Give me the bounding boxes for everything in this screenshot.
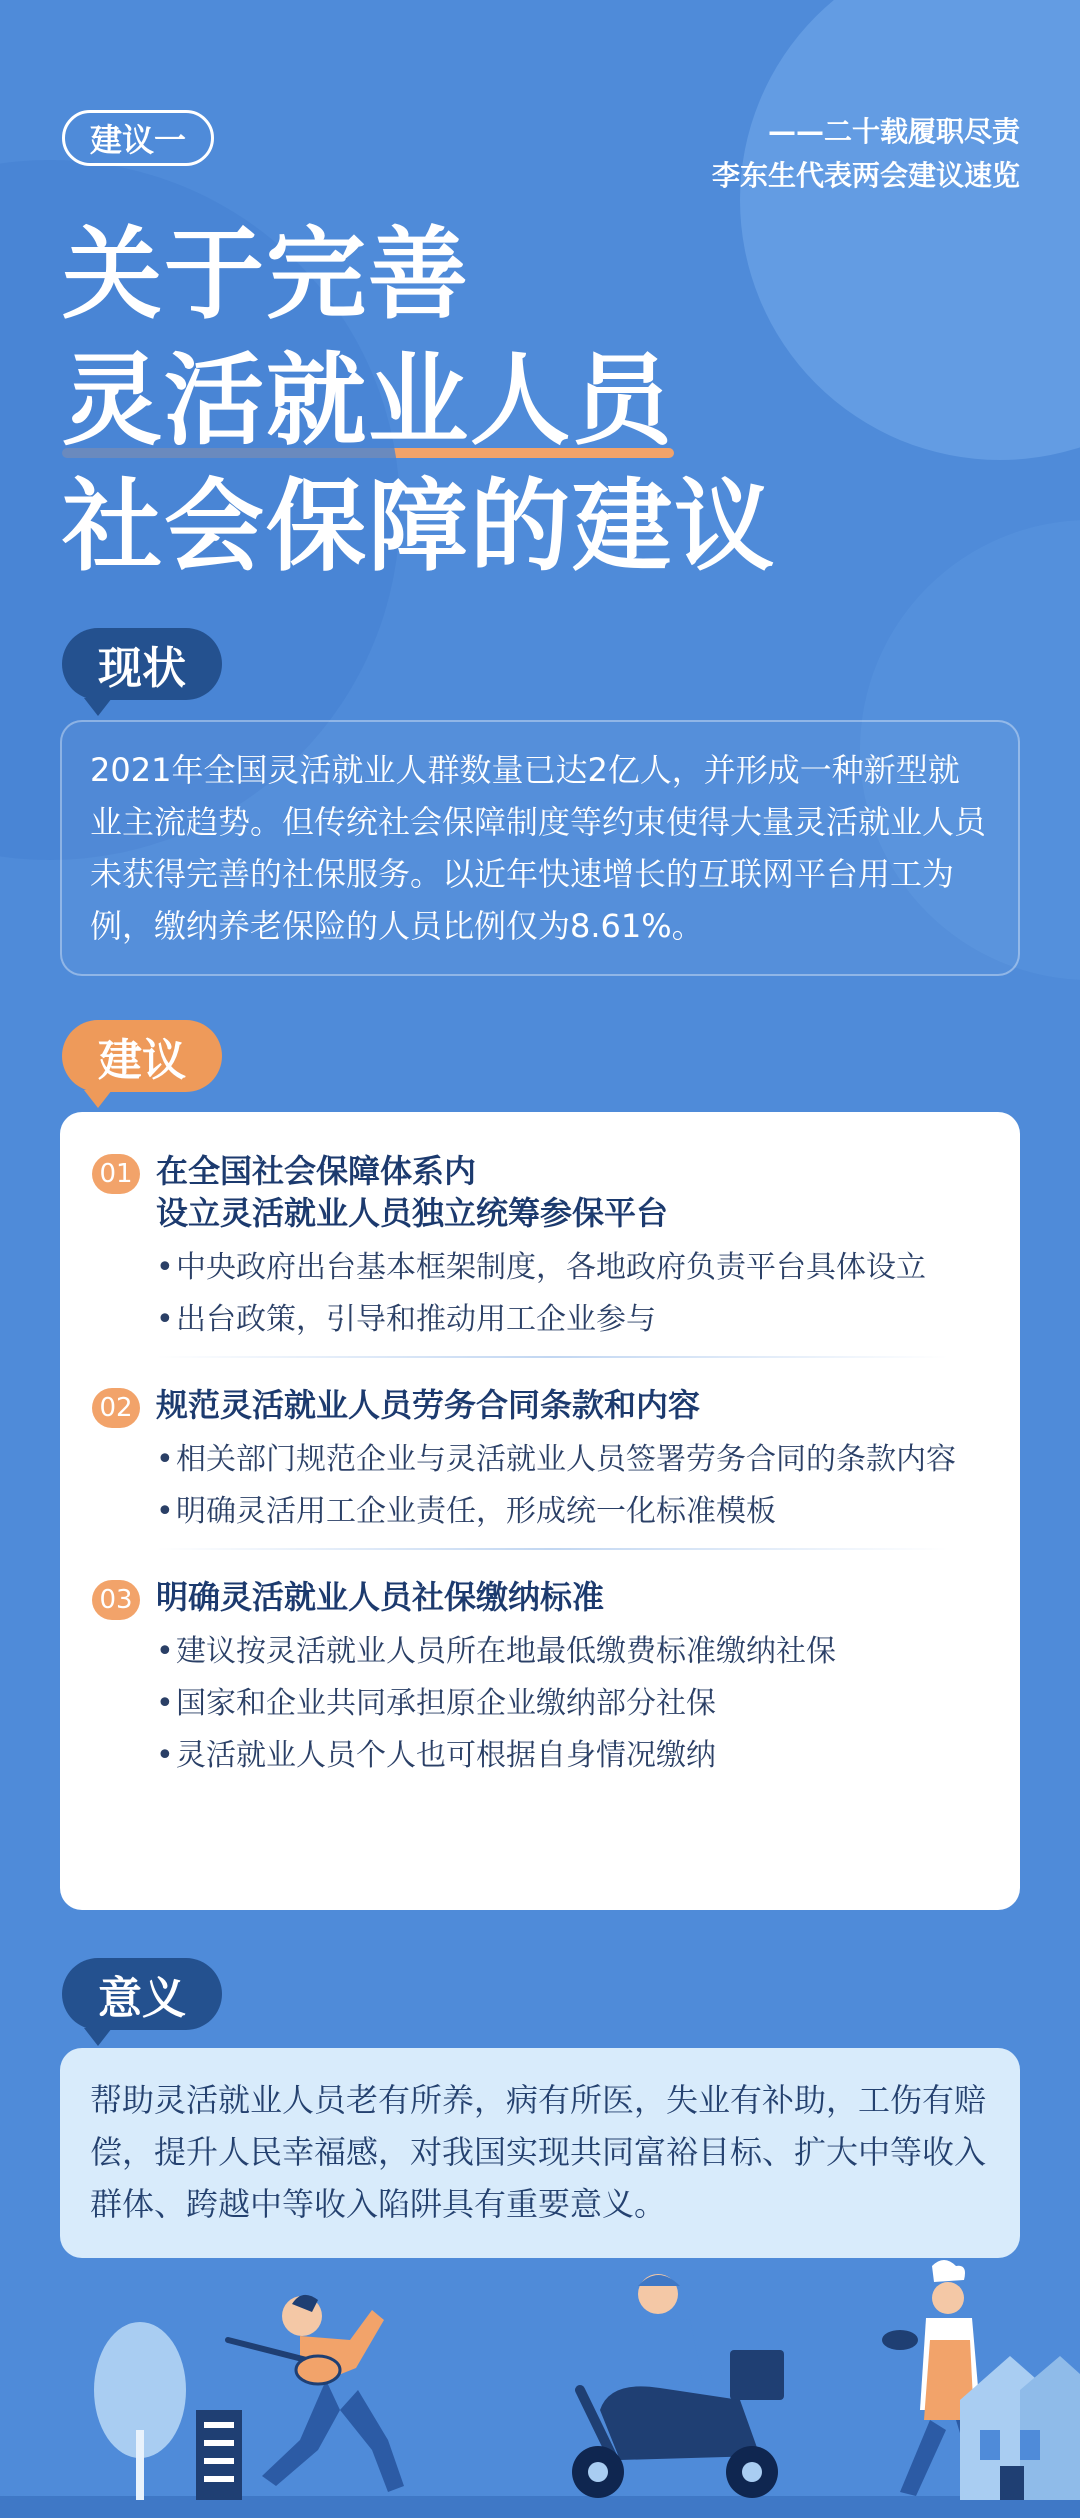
source-line-1: ——二十载履职尽责: [767, 115, 1020, 148]
advice-points: [156, 1440, 988, 1532]
advice-heading-line: 明确灵活就业人员社保缴纳标准: [156, 1578, 605, 1616]
status-text: 2021年全国灵活就业人群数量已达2亿人，并形成一种新型就业主流趋势。但传统社会保障制度等约束使得大量灵活就业人员未获得完善的社保服务。以近年快速增长的互联网平台用工为例，缴纳养老保险的人员比例仅为8.61%。: [90, 751, 987, 945]
advice-points: [156, 1248, 988, 1340]
divider: [156, 1548, 948, 1550]
advice-card: [60, 1112, 1020, 1910]
meaning-section-tag: 意义: [62, 1958, 222, 2030]
advice-point: • 出台政策，引导和推动用工企业参与: [156, 1300, 988, 1340]
source-line-2: 李东生代表两会建议速览: [711, 159, 1020, 192]
delivery-scooter-figure: [572, 2274, 784, 2498]
advice-heading: [156, 1384, 988, 1426]
proposal-tag: 建议一: [62, 110, 214, 166]
advice-point: • 明确灵活用工企业责任，形成统一化标准模板: [156, 1492, 988, 1532]
advice-heading: [156, 1576, 988, 1618]
advice-heading: [156, 1150, 988, 1234]
advice-point: • 中央政府出台基本框架制度，各地政府负责平台具体设立: [156, 1248, 988, 1288]
status-section-tag: 现状: [62, 628, 222, 700]
guitar-player-figure: [228, 2295, 404, 2492]
advice-item: [92, 1150, 988, 1340]
source-caption: [712, 110, 1020, 198]
advice-point: • 相关部门规范企业与灵活就业人员签署劳务合同的条款内容: [156, 1440, 988, 1480]
advice-item: [92, 1384, 988, 1532]
advice-item: [92, 1576, 988, 1776]
meaning-text-box: [60, 2048, 1020, 2258]
houses-icon: [960, 2356, 1080, 2500]
advice-heading-line: 设立灵活就业人员独立统筹参保平台: [156, 1194, 669, 1232]
advice-point: • 建议按灵活就业人员所在地最低缴费标准缴纳社保: [156, 1632, 988, 1672]
advice-number-badge: 01: [92, 1154, 140, 1194]
bottom-illustration: [0, 2260, 1080, 2518]
advice-section-tag: 建议: [62, 1020, 222, 1092]
building-icon: [196, 2410, 242, 2500]
divider: [156, 1356, 948, 1358]
ground-strip: [0, 2496, 1080, 2518]
advice-number-badge: 03: [92, 1580, 140, 1620]
meaning-text: 帮助灵活就业人员老有所养，病有所医，失业有补助，工伤有赔偿，提升人民幸福感，对我国实现共同富裕目标、扩大中等收入群体、跨越中等收入陷阱具有重要意义。: [90, 2081, 987, 2223]
advice-point: • 灵活就业人员个人也可根据自身情况缴纳: [156, 1736, 988, 1776]
page-title: [62, 212, 776, 590]
tree-icon: [94, 2322, 186, 2500]
advice-points: [156, 1632, 988, 1776]
advice-number-badge: 02: [92, 1388, 140, 1428]
title-line-1: 关于完善: [62, 216, 470, 333]
title-line-2: 灵活就业人员: [62, 338, 674, 464]
advice-heading-line: 在全国社会保障体系内: [156, 1152, 477, 1190]
advice-heading-line: 规范灵活就业人员劳务合同条款和内容: [156, 1386, 701, 1424]
title-line-3: 社会保障的建议: [62, 468, 776, 585]
background-blob: [740, 0, 1080, 460]
status-text-box: [60, 720, 1020, 976]
advice-point: • 国家和企业共同承担原企业缴纳部分社保: [156, 1684, 988, 1724]
